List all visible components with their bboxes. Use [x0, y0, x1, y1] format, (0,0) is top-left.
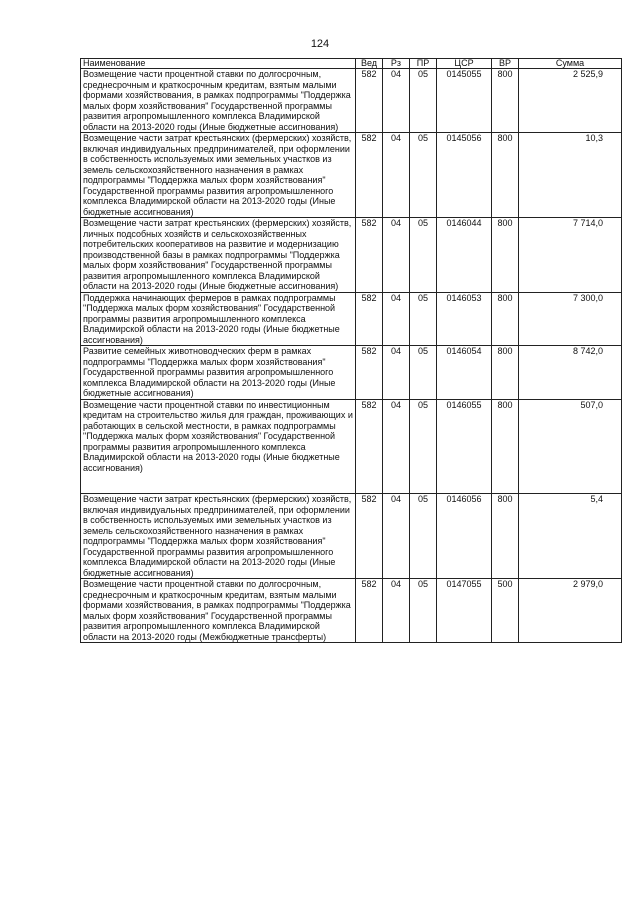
- row-name: Возмещение части затрат крестьянских (фермерских) хозяйств, личных подсобных хозяйств и сельскохозяйственных потребительских кооперативов на развитие и модернизацию производственной базы в рамках подпрограммы "Поддержка малых форм хозяйствования" Государственной программы развития агропромышленного комплекса Владимирской области на 2013-2020 годы (Иные бюджетные ассигнования): [81, 218, 356, 293]
- header-pr: ПР: [410, 59, 437, 69]
- row-csr: 0146044: [437, 218, 492, 293]
- row-vr: 800: [492, 399, 519, 494]
- row-name: Возмещение части процентной ставки по долгосрочным, среднесрочным и краткосрочным кредитам, взятым малыми формами хозяйствования, в рамках подпрограммы "Поддержка малых форм хозяйствования" Государственной программы развития агропромышленного комплекса Владимирской области на 2013-2020 годы (Иные бюджетные ассигнования): [81, 69, 356, 133]
- table-row: [81, 69, 622, 133]
- row-vr: 800: [492, 218, 519, 293]
- row-rz: 04: [383, 399, 410, 494]
- table-row: [81, 133, 622, 218]
- row-pr: 05: [410, 69, 437, 133]
- row-rz: 04: [383, 69, 410, 133]
- row-sum: 507,0: [519, 399, 622, 494]
- table-row: [81, 494, 622, 579]
- row-csr: 0146056: [437, 494, 492, 579]
- table-row: [81, 399, 622, 494]
- row-pr: 05: [410, 494, 437, 579]
- row-ved: 582: [356, 218, 383, 293]
- header-row: [81, 59, 622, 69]
- row-rz: 04: [383, 579, 410, 643]
- row-rz: 04: [383, 494, 410, 579]
- row-csr: 0146053: [437, 292, 492, 346]
- table-body: [81, 69, 622, 643]
- row-rz: 04: [383, 218, 410, 293]
- row-csr: 0146054: [437, 346, 492, 400]
- row-ved: 582: [356, 69, 383, 133]
- header-csr: ЦСР: [437, 59, 492, 69]
- table-row: [81, 292, 622, 346]
- row-name: Поддержка начинающих фермеров в рамках подпрограммы "Поддержка малых форм хозяйствования" Государственной программы развития агропромышленного комплекса Владимирской области на 2013-2020 годы (Иные бюджетные ассигнования): [81, 292, 356, 346]
- row-csr: 0147055: [437, 579, 492, 643]
- row-sum: 5,4: [519, 494, 622, 579]
- row-ved: 582: [356, 399, 383, 494]
- row-ved: 582: [356, 494, 383, 579]
- row-ved: 582: [356, 133, 383, 218]
- row-sum: 7 300,0: [519, 292, 622, 346]
- row-rz: 04: [383, 292, 410, 346]
- row-vr: 800: [492, 494, 519, 579]
- row-rz: 04: [383, 133, 410, 218]
- row-pr: 05: [410, 292, 437, 346]
- row-sum: 10,3: [519, 133, 622, 218]
- row-sum: 2 979,0: [519, 579, 622, 643]
- row-pr: 05: [410, 346, 437, 400]
- header-name: Наименование: [81, 59, 356, 69]
- row-sum: 7 714,0: [519, 218, 622, 293]
- table-row: [81, 218, 622, 293]
- row-pr: 05: [410, 218, 437, 293]
- row-vr: 800: [492, 292, 519, 346]
- row-sum: 8 742,0: [519, 346, 622, 400]
- row-vr: 800: [492, 69, 519, 133]
- page-number: 124: [310, 38, 330, 50]
- row-vr: 800: [492, 346, 519, 400]
- table-header: [81, 59, 622, 69]
- row-csr: 0145055: [437, 69, 492, 133]
- row-name: Возмещение части процентной ставки по долгосрочным, среднесрочным и краткосрочным кредитам, взятым малыми формами хозяйствования, в рамках подпрограммы "Поддержка малых форм хозяйствования" Государственной программы развития агропромышленного комплекса Владимирской области на 2013-2020 годы (Межбюджетные трансферты): [81, 579, 356, 643]
- row-name: Возмещение части затрат крестьянских (фермерских) хозяйств, включая индивидуальных предпринимателей, при оформлении в собственность используемых ими земельных участков из земель сельскохозяйственного назначения в рамках подпрограммы "Поддержка малых форм хозяйствования" Государственной программы развития агропромышленного комплекса Владимирской области на 2013-2020 годы (Иные бюджетные ассигнования): [81, 133, 356, 218]
- row-pr: 05: [410, 399, 437, 494]
- row-ved: 582: [356, 579, 383, 643]
- row-name: Возмещение части процентной ставки по инвестиционным кредитам на строительство жилья для граждан, проживающих и работающих в сельской местности, в рамках подпрограммы "Поддержка малых форм хозяйствования" Государственной программы развития агропромышленного комплекса Владимирской области на 2013-2020 годы (Иные бюджетные ассигнования): [81, 399, 356, 494]
- header-sum: Сумма: [519, 59, 622, 69]
- header-rz: Рз: [383, 59, 410, 69]
- row-pr: 05: [410, 579, 437, 643]
- header-vr: ВР: [492, 59, 519, 69]
- row-ved: 582: [356, 346, 383, 400]
- row-pr: 05: [410, 133, 437, 218]
- row-vr: 500: [492, 579, 519, 643]
- row-csr: 0145056: [437, 133, 492, 218]
- table-row: [81, 579, 622, 643]
- table-row: [81, 346, 622, 400]
- row-sum: 2 525,9: [519, 69, 622, 133]
- budget-table: [80, 58, 622, 643]
- header-ved: Вед: [356, 59, 383, 69]
- row-csr: 0146055: [437, 399, 492, 494]
- row-rz: 04: [383, 346, 410, 400]
- row-name: Возмещение части затрат крестьянских (фермерских) хозяйств, включая индивидуальных предпринимателей, при оформлении в собственность используемых ими земельных участков из земель сельскохозяйственного назначения в рамках подпрограммы "Поддержка малых форм хозяйствования" Государственной программы развития агропромышленного комплекса Владимирской области на 2013-2020 годы (Иные бюджетные ассигнования): [81, 494, 356, 579]
- row-ved: 582: [356, 292, 383, 346]
- row-vr: 800: [492, 133, 519, 218]
- row-name: Развитие семейных животноводческих ферм в рамках подпрограммы "Поддержка малых форм хозяйствования" Государственной программы развития агропромышленного комплекса Владимирской области на 2013-2020 годы (Иные бюджетные ассигнования): [81, 346, 356, 400]
